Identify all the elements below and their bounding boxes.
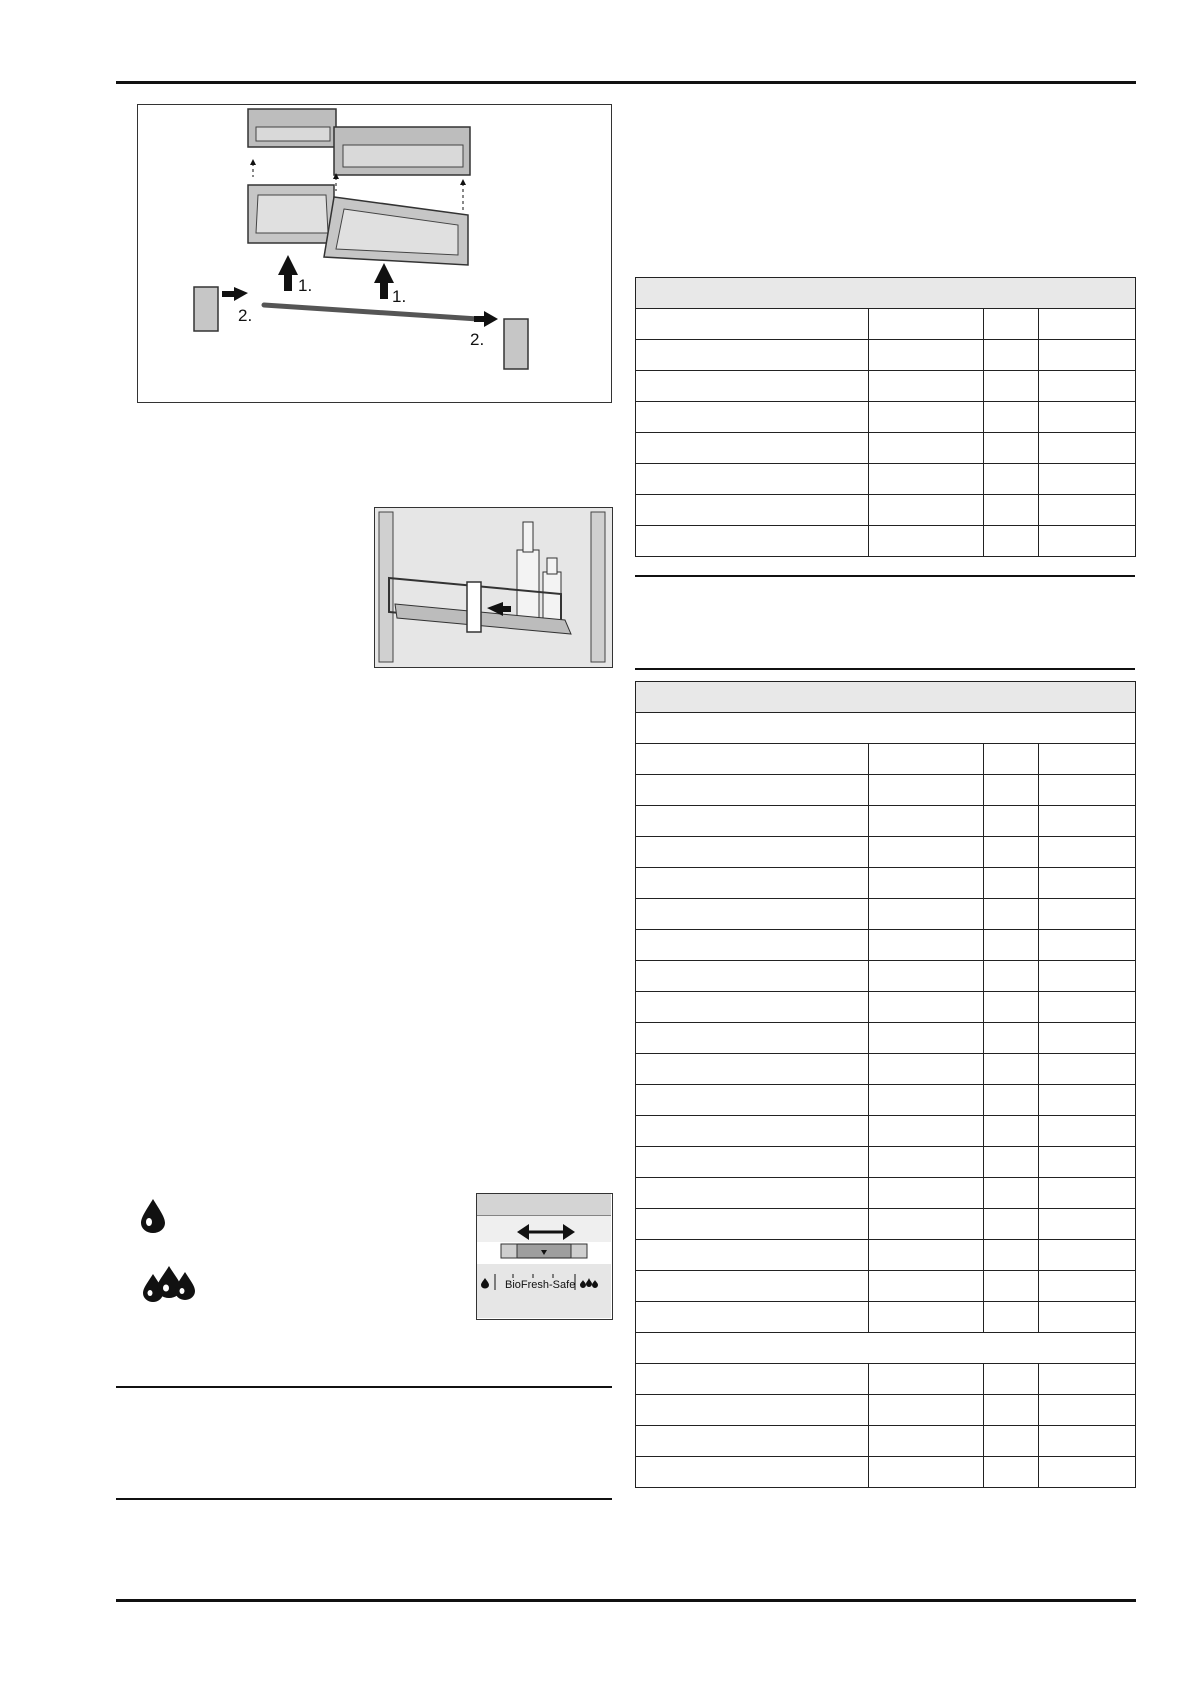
table-row bbox=[636, 1426, 1136, 1457]
table-row bbox=[636, 992, 1136, 1023]
table-row bbox=[636, 1271, 1136, 1302]
table-row bbox=[636, 1240, 1136, 1271]
figure-humidity-slider bbox=[476, 1193, 613, 1320]
table-row bbox=[636, 402, 1136, 433]
table-row bbox=[636, 526, 1136, 557]
table-row bbox=[636, 899, 1136, 930]
table-row bbox=[636, 371, 1136, 402]
table-row bbox=[636, 837, 1136, 868]
section-rule-right-2 bbox=[635, 668, 1135, 670]
table-row bbox=[636, 340, 1136, 371]
table-row bbox=[636, 868, 1136, 899]
table-row bbox=[636, 464, 1136, 495]
table-row bbox=[636, 1085, 1136, 1116]
table-row bbox=[636, 744, 1136, 775]
high-humidity-drops-icon bbox=[139, 1260, 199, 1308]
table-two bbox=[635, 681, 1136, 1488]
table-one bbox=[635, 277, 1136, 557]
table-two-header-row bbox=[636, 682, 1136, 713]
shelf-removal-illustration bbox=[138, 105, 610, 401]
table-row bbox=[636, 1054, 1136, 1085]
biofresh-safe-label: BioFresh-Safe bbox=[505, 1279, 576, 1291]
figure-shelf-removal bbox=[137, 104, 612, 403]
table-row bbox=[636, 775, 1136, 806]
low-humidity-drop-icon bbox=[139, 1197, 167, 1233]
step-label-2a: 2. bbox=[238, 306, 253, 325]
footer-rule bbox=[116, 1599, 1136, 1602]
table-row bbox=[636, 961, 1136, 992]
table-row bbox=[636, 495, 1136, 526]
table-row bbox=[636, 1364, 1136, 1395]
table-row bbox=[636, 1023, 1136, 1054]
section-rule-left-2 bbox=[116, 1498, 612, 1500]
step-label-1b: 1. bbox=[392, 287, 407, 306]
section-rule-left-1 bbox=[116, 1386, 612, 1388]
section-rule-right-1 bbox=[635, 575, 1135, 577]
table-two-subheader-row bbox=[636, 1333, 1136, 1364]
header-rule bbox=[116, 81, 1136, 84]
table-two-subheader-row bbox=[636, 713, 1136, 744]
table-row bbox=[636, 1178, 1136, 1209]
step-label-1a: 1. bbox=[298, 276, 313, 295]
figure-bottle-holder bbox=[374, 507, 613, 668]
table-row bbox=[636, 806, 1136, 837]
step-label-2b: 2. bbox=[470, 330, 485, 349]
table-row bbox=[636, 930, 1136, 961]
table-row bbox=[636, 1116, 1136, 1147]
table-one-header-row bbox=[636, 278, 1136, 309]
table-row bbox=[636, 1457, 1136, 1488]
table-row bbox=[636, 1147, 1136, 1178]
humidity-slider-illustration bbox=[477, 1194, 611, 1318]
table-row bbox=[636, 433, 1136, 464]
table-row bbox=[636, 309, 1136, 340]
table-row bbox=[636, 1209, 1136, 1240]
bottle-holder-illustration bbox=[375, 508, 611, 666]
table-row bbox=[636, 1395, 1136, 1426]
table-row bbox=[636, 1302, 1136, 1333]
